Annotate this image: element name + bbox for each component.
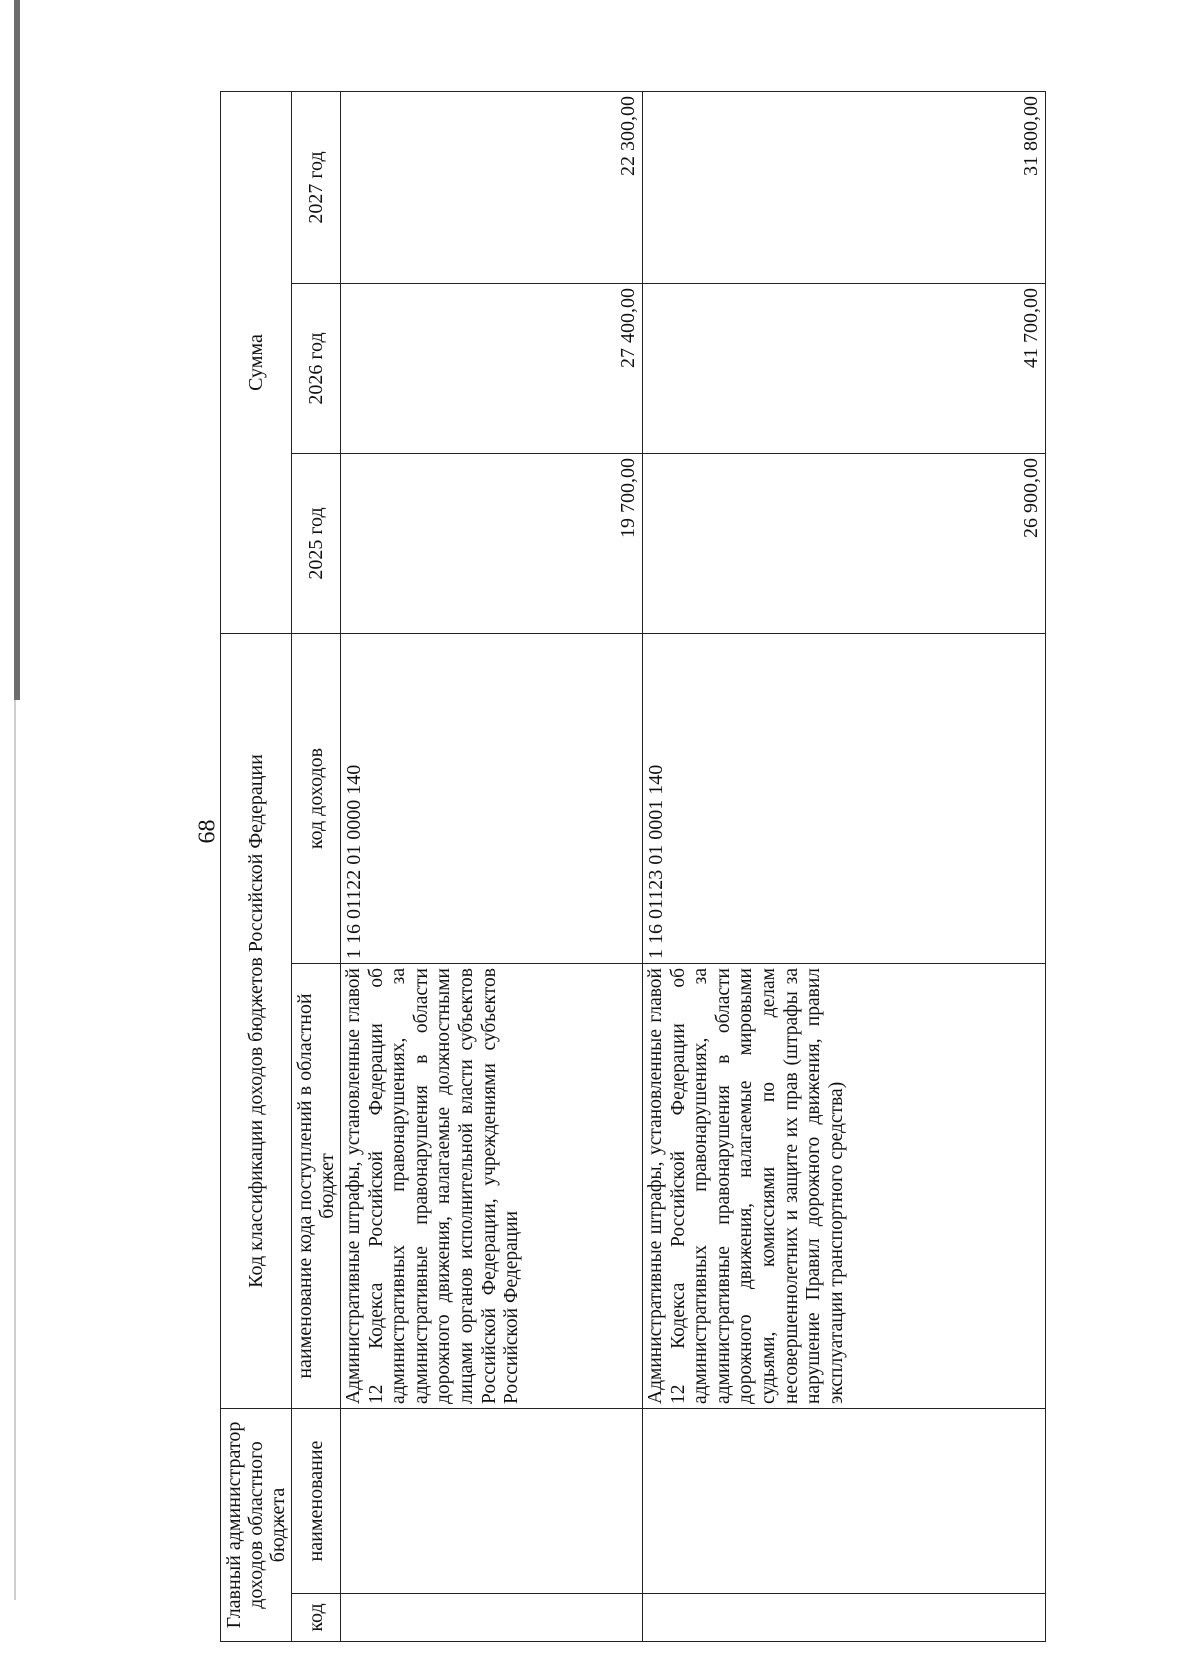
cell-income-code: 1 16 01122 01 0000 140 (341, 634, 643, 964)
cell-sum-2027: 31 800,00 (643, 91, 1046, 283)
header-2026: 2026 год (292, 284, 341, 454)
table-row (643, 91, 1046, 1641)
rotated-table-container (220, 92, 1042, 1642)
table-row (341, 91, 643, 1641)
cell-admin-code (643, 1594, 1046, 1642)
header-row-columns (292, 91, 341, 1641)
cell-sum-2026: 27 400,00 (341, 284, 643, 454)
header-name: наименование (292, 1409, 341, 1594)
cell-admin-name (341, 1409, 643, 1594)
cell-income-code: 1 16 01123 01 0001 140 (643, 634, 1046, 964)
cell-income-name: Административные штрафы, установленные главой 12 Кодекса Российской Федерации об административных правонарушениях, за административные правонарушения в области дорожного движения, налагаемые мировыми судьями, комиссиями по делам несовершеннолетних и защите их прав (штрафы за нарушение Правил дорожного движения, правил эксплуатации транспортного средства) (643, 964, 1046, 1409)
cell-sum-2025: 19 700,00 (341, 454, 643, 634)
scan-edge-line (14, 700, 16, 1600)
cell-admin-name (643, 1409, 1046, 1594)
page-number: 68 (194, 819, 221, 844)
header-classification-group: Код классификации доходов бюджетов Российской Федерации (221, 634, 292, 1409)
cell-sum-2026: 41 700,00 (643, 284, 1046, 454)
header-row-groups (221, 91, 292, 1641)
cell-admin-code (341, 1594, 643, 1642)
cell-sum-2025: 26 900,00 (643, 454, 1046, 634)
header-2027: 2027 год (292, 91, 341, 283)
cell-sum-2027: 22 300,00 (341, 91, 643, 283)
header-code: код (292, 1594, 341, 1642)
header-2025: 2025 год (292, 454, 341, 634)
header-admin-group: Главный администратор доходов областного бюджета (221, 1409, 292, 1642)
budget-income-table (220, 91, 1046, 1642)
header-sum-group: Сумма (221, 91, 292, 633)
cell-income-name: Административные штрафы, установленные главой 12 Кодекса Российской Федерации об административных правонарушениях, за административные правонарушения в области дорожного движения, налагаемые должностными лицами органов исполнительной власти субъектов Российской Федерации, учреждениями субъектов Российской Федерации (341, 964, 643, 1409)
scan-edge-shadow (14, 0, 20, 700)
header-income-code: код доходов (292, 634, 341, 964)
header-income-name: наименование кода поступлений в областной бюджет (292, 964, 341, 1409)
